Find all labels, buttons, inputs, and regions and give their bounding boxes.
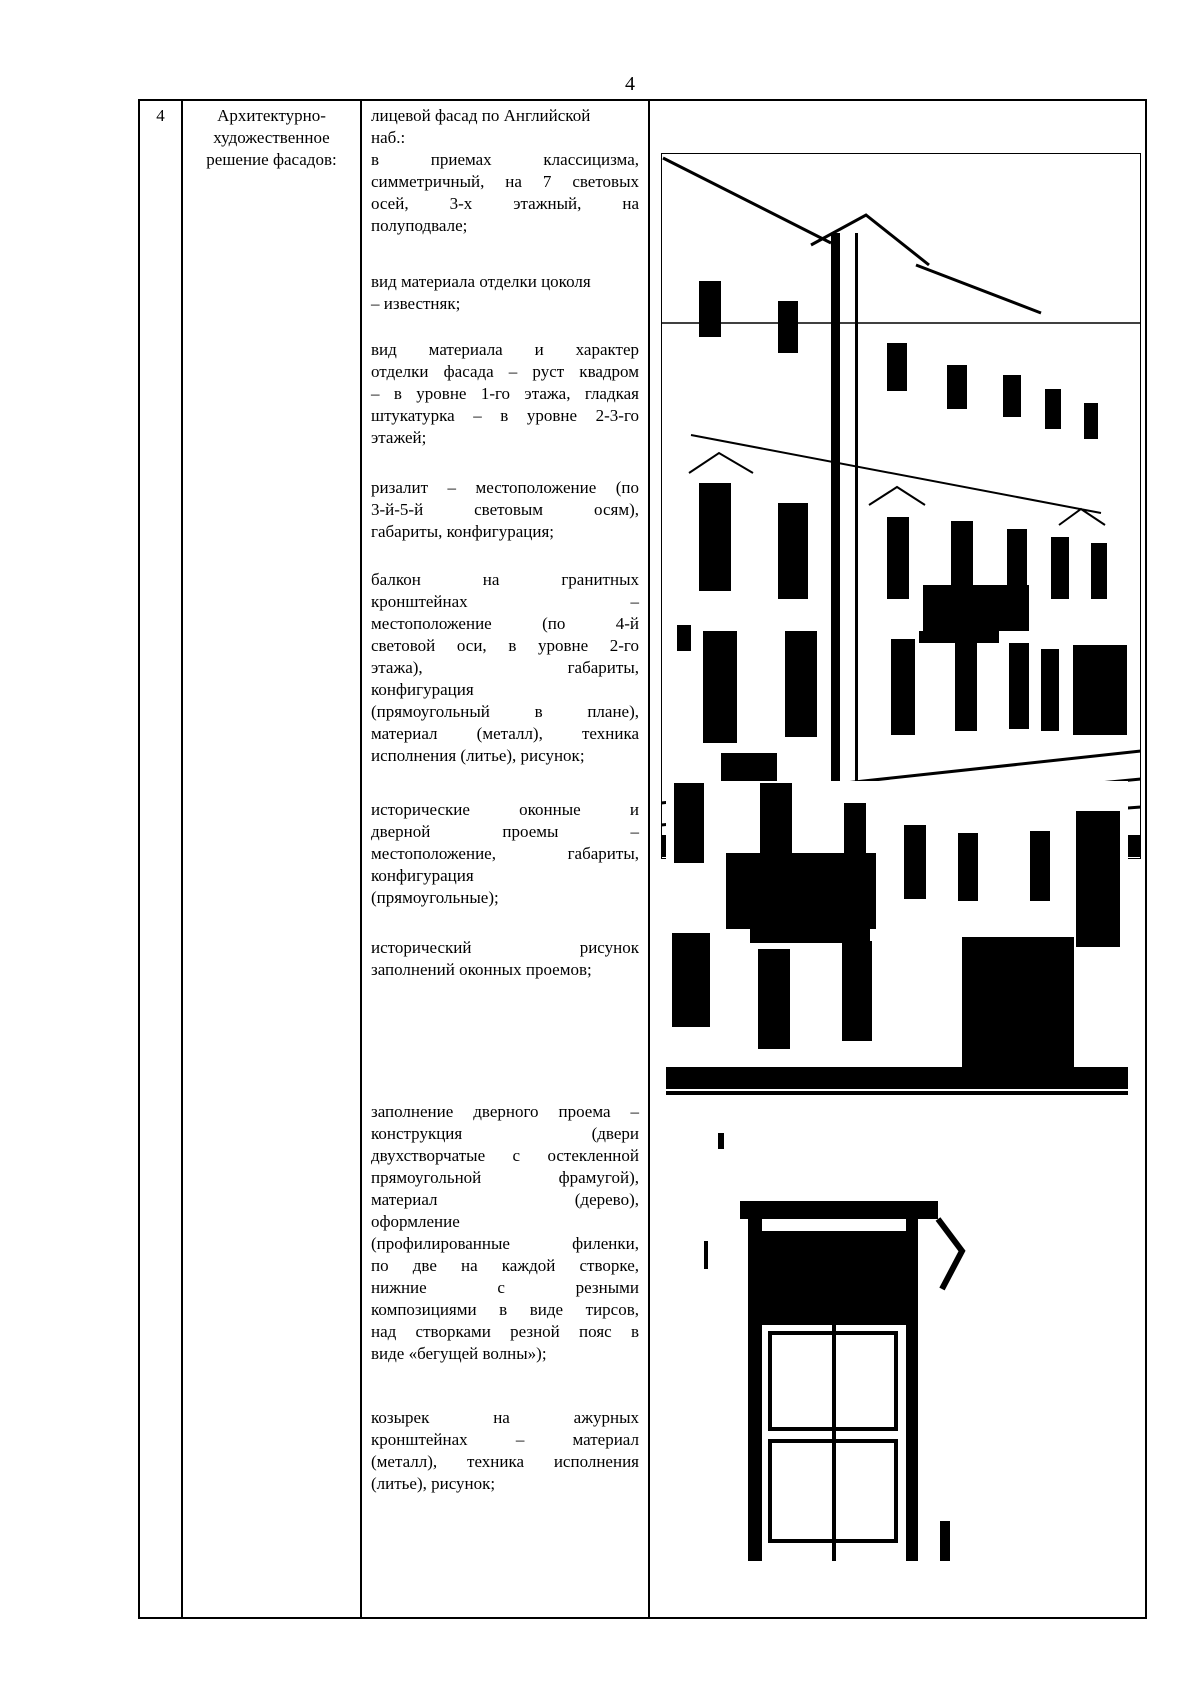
text-line: вид материала и характер bbox=[371, 340, 639, 359]
text-line: местоположение, габариты, bbox=[371, 844, 639, 863]
text-line: дверной проемы – bbox=[371, 822, 639, 841]
text-line: – известняк; bbox=[371, 294, 461, 313]
text-line: козырек на ажурных bbox=[371, 1408, 639, 1427]
facade-photo bbox=[661, 153, 1141, 859]
text-line: кронштейнах – материал bbox=[371, 1430, 639, 1449]
balcony-door-photo bbox=[666, 781, 1128, 1111]
text-line: исторические оконные и bbox=[371, 800, 639, 819]
text-line: (прямоугольные); bbox=[371, 888, 499, 907]
text-line: конфигурация bbox=[371, 680, 474, 699]
window-fill-paragraph bbox=[371, 937, 639, 981]
text-line: над створками резной пояс в bbox=[371, 1322, 639, 1341]
text-line: габариты, конфигурация; bbox=[371, 522, 555, 541]
style-paragraph bbox=[371, 149, 639, 237]
openings-paragraph bbox=[371, 799, 639, 909]
plinth-paragraph bbox=[371, 271, 639, 315]
page-number: 4 bbox=[625, 73, 635, 95]
row-name bbox=[184, 105, 359, 171]
text-line: (металл), техника исполнения bbox=[371, 1452, 639, 1471]
text-line: заполнение дверного проема – bbox=[371, 1102, 639, 1121]
text-line: световой оси, в уровне 2-го bbox=[371, 636, 639, 655]
text-line: композициями в виде тирсов, bbox=[371, 1300, 639, 1319]
risalit-paragraph bbox=[371, 477, 639, 543]
balcony-paragraph bbox=[371, 569, 639, 767]
text-line: по две на каждой створке, bbox=[371, 1256, 639, 1275]
text-line: материал (дерево), bbox=[371, 1190, 639, 1209]
text-line: этажей; bbox=[371, 428, 427, 447]
text-line: исполнения (литье), рисунок; bbox=[371, 746, 585, 765]
text-line: наб.: bbox=[371, 128, 406, 147]
text-line: симметричный, на 7 световых bbox=[371, 172, 639, 191]
text-line: материал (металл), техника bbox=[371, 724, 639, 743]
row-number: 4 bbox=[156, 106, 165, 125]
text-line: конфигурация bbox=[371, 866, 474, 885]
text-line: нижние с резными bbox=[371, 1278, 639, 1297]
text-line: местоположение (по 4-й bbox=[371, 614, 639, 633]
text-line: полуподвале; bbox=[371, 216, 468, 235]
text-line: ризалит – местоположение (по bbox=[371, 478, 639, 497]
canopy-paragraph bbox=[371, 1407, 639, 1495]
text-line: кронштейнах – bbox=[371, 592, 639, 611]
door-photo bbox=[700, 1101, 1010, 1601]
text-line: двухстворчатые с остекленной bbox=[371, 1146, 639, 1165]
text-line: заполнений оконных проемов; bbox=[371, 960, 592, 979]
text-line: лицевой фасад по Английской bbox=[371, 106, 591, 125]
row-name-line: художественное bbox=[213, 128, 330, 147]
text-line: отделки фасада – руст квадром bbox=[371, 362, 639, 381]
text-line: (литье), рисунок; bbox=[371, 1474, 496, 1493]
text-line: конструкция (двери bbox=[371, 1124, 639, 1143]
row-name-line: Архитектурно- bbox=[217, 106, 326, 125]
text-line: виде «бегущей волны»); bbox=[371, 1344, 547, 1363]
column-divider bbox=[360, 101, 362, 1617]
column-divider bbox=[648, 101, 650, 1617]
text-line: в приемах классицизма, bbox=[371, 150, 639, 169]
text-line: этажа), габариты, bbox=[371, 658, 639, 677]
text-line: (профилированные филенки, bbox=[371, 1234, 639, 1253]
door-fill-paragraph bbox=[371, 1101, 639, 1365]
text-line: балкон на гранитных bbox=[371, 570, 639, 589]
column-divider bbox=[181, 101, 183, 1617]
text-line: (прямоугольный в плане), bbox=[371, 702, 639, 721]
text-line: прямоугольной фрамугой), bbox=[371, 1168, 639, 1187]
row-name-line: решение фасадов: bbox=[206, 150, 337, 169]
text-line: вид материала отделки цоколя bbox=[371, 272, 591, 291]
text-line: осей, 3-х этажный, на bbox=[371, 194, 639, 213]
text-line: – в уровне 1-го этажа, гладкая bbox=[371, 384, 639, 403]
text-line: штукатурка – в уровне 2-3-го bbox=[371, 406, 639, 425]
text-line: исторический рисунок bbox=[371, 938, 639, 957]
text-line: оформление bbox=[371, 1212, 460, 1231]
facade-paragraph bbox=[371, 105, 639, 149]
text-line: 3-й-5-й световым осям), bbox=[371, 500, 639, 519]
table bbox=[138, 99, 1147, 1619]
finish-paragraph bbox=[371, 339, 639, 449]
